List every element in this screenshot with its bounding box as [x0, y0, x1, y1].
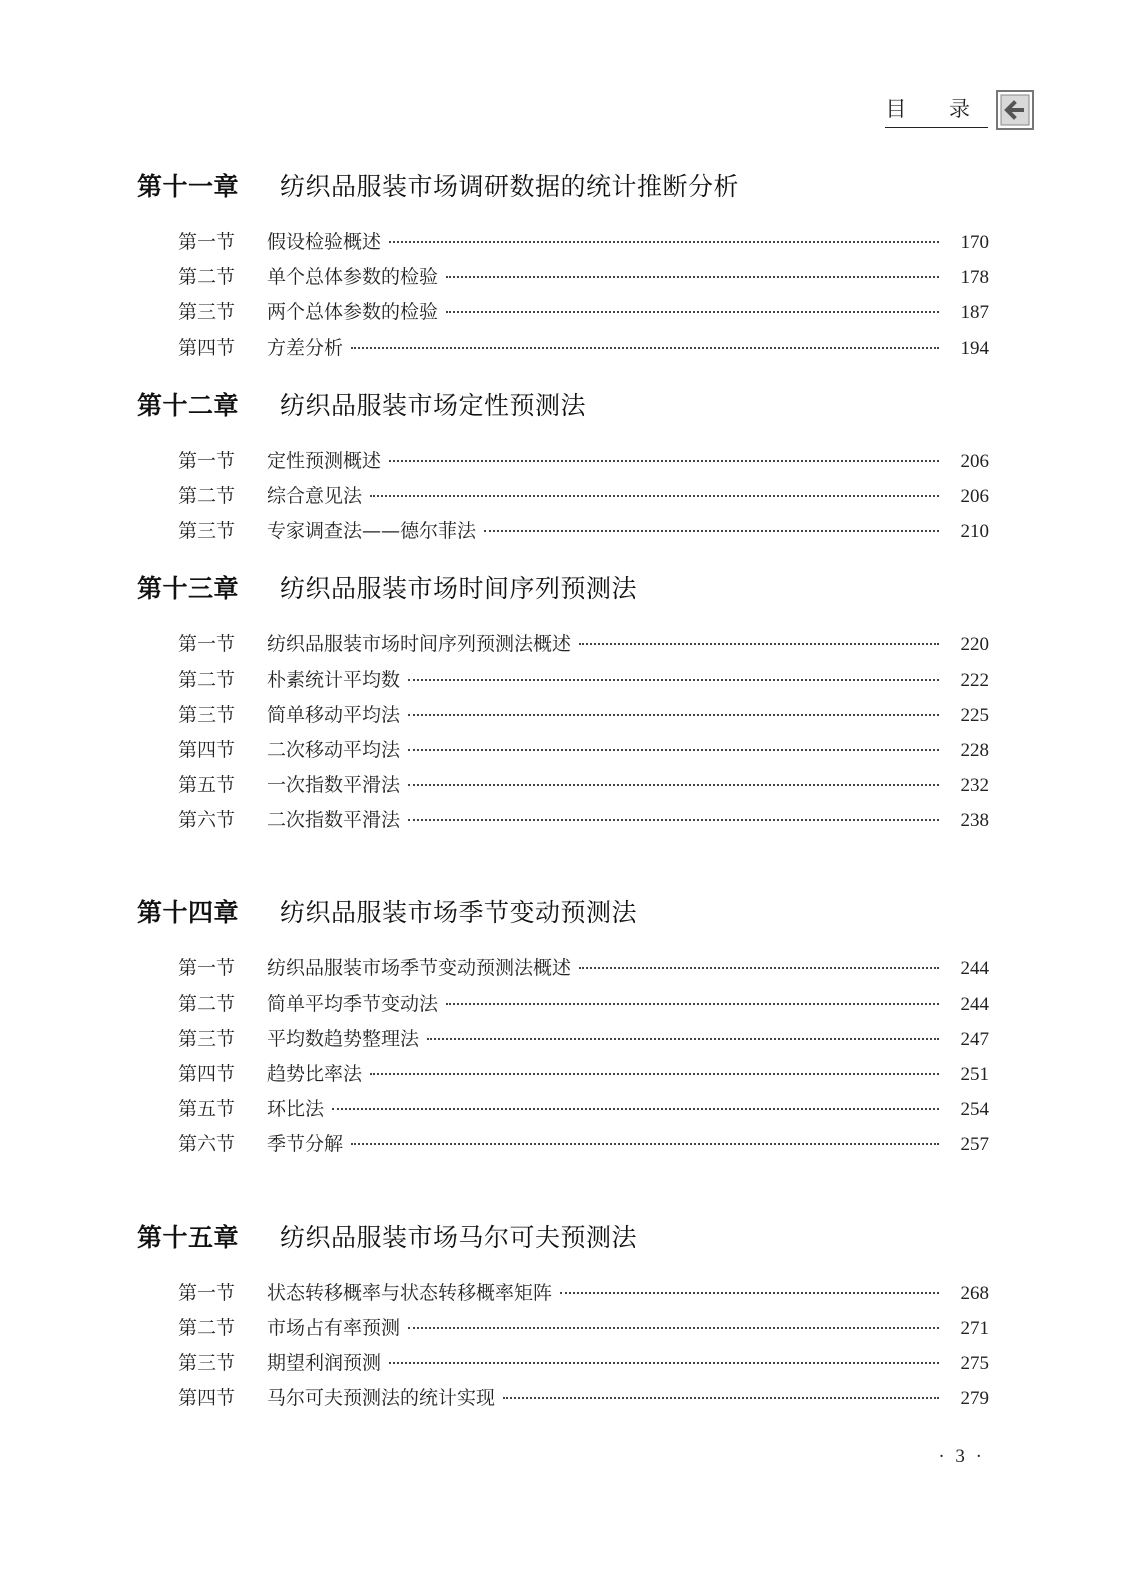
chapter-heading[interactable] — [137, 165, 989, 213]
chapter-number: 第十五章 — [137, 1222, 240, 1252]
section-number: 第二节 — [178, 992, 236, 1015]
section-number: 第四节 — [178, 336, 236, 359]
dot-leader — [332, 1108, 939, 1110]
toc-entry[interactable] — [178, 446, 989, 481]
section-title: 一次指数平滑法 — [267, 774, 401, 797]
chapter-heading[interactable] — [137, 384, 989, 432]
section-number: 第三节 — [178, 301, 236, 324]
chapter-title: 纺织品服装市场马尔可夫预测法 — [280, 1222, 638, 1252]
dot-leader — [446, 276, 939, 278]
dot-leader — [579, 643, 939, 645]
toc-entry[interactable] — [178, 1059, 989, 1094]
page-number: · 3 · — [938, 1446, 985, 1467]
toc-entry[interactable] — [178, 1024, 989, 1059]
section-title: 纺织品服装市场季节变动预测法概述 — [267, 957, 572, 980]
chapter-heading[interactable] — [137, 1216, 989, 1264]
dot-leader — [351, 1143, 939, 1145]
toc-entry[interactable] — [178, 1278, 989, 1313]
dot-leader — [560, 1292, 939, 1294]
dot-leader — [446, 1003, 939, 1005]
section-number: 第二节 — [178, 266, 236, 289]
section-number: 第六节 — [178, 809, 236, 832]
running-header — [885, 88, 1034, 132]
chapter-title: 纺织品服装市场时间序列预测法 — [280, 574, 638, 604]
page-ref: 220 — [960, 634, 989, 656]
toc-entry[interactable] — [178, 805, 989, 840]
page-ref: 225 — [960, 704, 989, 726]
section-title: 二次移动平均法 — [267, 738, 401, 761]
book-arrow-icon — [996, 90, 1034, 130]
section-title: 简单平均季节变动法 — [267, 992, 439, 1015]
section-title: 期望利润预测 — [267, 1351, 382, 1374]
page-ref: 232 — [960, 775, 989, 797]
section-number: 第四节 — [178, 738, 236, 761]
chapter-12 — [137, 384, 989, 552]
chapter-number: 第十二章 — [137, 390, 240, 420]
section-title: 趋势比率法 — [267, 1063, 363, 1085]
chapter-11 — [137, 165, 989, 368]
header-label: 目 录 — [885, 93, 988, 128]
dot-leader — [351, 347, 939, 349]
toc-entry[interactable] — [178, 262, 989, 297]
toc-entry[interactable] — [178, 516, 989, 551]
page-ref: 279 — [960, 1388, 989, 1410]
page-ref: 210 — [960, 521, 989, 543]
page-ref: 187 — [960, 302, 989, 324]
page-ref: 275 — [960, 1352, 989, 1374]
dot-leader — [389, 241, 939, 243]
section-list — [137, 629, 989, 840]
section-title: 方差分析 — [267, 336, 344, 359]
page-ref: 206 — [960, 485, 989, 507]
dot-leader — [389, 1362, 939, 1364]
dot-leader — [408, 819, 939, 821]
chapter-15 — [137, 1216, 989, 1419]
section-title: 单个总体参数的检验 — [267, 266, 439, 289]
section-number: 第一节 — [178, 957, 236, 980]
section-list — [137, 446, 989, 552]
toc-entry[interactable] — [178, 735, 989, 770]
section-number: 第三节 — [178, 703, 236, 726]
section-number: 第四节 — [178, 1387, 236, 1410]
chapter-number: 第十四章 — [137, 898, 240, 928]
section-title: 定性预测概述 — [267, 449, 382, 472]
section-title: 假设检验概述 — [267, 231, 382, 253]
section-title: 综合意见法 — [267, 484, 363, 507]
section-number: 第三节 — [178, 1351, 236, 1374]
section-number: 第一节 — [178, 1281, 236, 1304]
section-title: 马尔可夫预测法的统计实现 — [267, 1387, 496, 1410]
chapter-13 — [137, 567, 989, 840]
section-title: 季节分解 — [267, 1133, 344, 1156]
section-number: 第一节 — [178, 633, 236, 656]
section-number: 第五节 — [178, 1098, 236, 1121]
section-number: 第一节 — [178, 231, 236, 253]
dot-leader — [370, 495, 939, 497]
section-list — [137, 227, 989, 368]
toc-entry[interactable] — [178, 953, 989, 988]
dot-leader — [427, 1038, 939, 1040]
dot-leader — [408, 749, 939, 751]
dot-leader — [446, 311, 939, 313]
toc-entry[interactable] — [178, 1383, 989, 1418]
section-title: 二次指数平滑法 — [267, 809, 401, 832]
chapter-title: 纺织品服装市场调研数据的统计推断分析 — [280, 172, 740, 201]
section-title: 环比法 — [267, 1098, 325, 1121]
toc-entry[interactable] — [178, 481, 989, 516]
section-title: 平均数趋势整理法 — [267, 1027, 420, 1050]
section-number: 第四节 — [178, 1063, 236, 1085]
dot-leader — [484, 530, 939, 532]
section-list — [137, 953, 989, 1164]
section-number: 第二节 — [178, 668, 236, 691]
section-title: 状态转移概率与状态转移概率矩阵 — [267, 1281, 553, 1304]
section-title: 纺织品服装市场时间序列预测法概述 — [267, 633, 572, 656]
toc-entry[interactable] — [178, 1313, 989, 1348]
page-ref: 222 — [960, 669, 989, 691]
toc-entry[interactable] — [178, 1348, 989, 1383]
section-title: 朴素统计平均数 — [267, 668, 401, 691]
table-of-contents — [137, 165, 989, 1418]
section-number: 第二节 — [178, 484, 236, 507]
dot-leader — [370, 1073, 939, 1075]
page-ref: 178 — [960, 267, 989, 289]
chapter-number: 第十三章 — [137, 574, 240, 604]
chapter-number: 第十一章 — [137, 172, 240, 201]
dot-leader — [389, 460, 939, 462]
page-ref: 268 — [960, 1282, 989, 1304]
page-ref: 170 — [960, 232, 989, 253]
toc-entry[interactable] — [178, 989, 989, 1024]
section-number: 第二节 — [178, 1316, 236, 1339]
toc-entry[interactable] — [178, 333, 989, 368]
dot-leader — [408, 1327, 939, 1329]
chapter-14 — [137, 891, 989, 1164]
toc-entry[interactable] — [178, 227, 989, 262]
dot-leader — [503, 1397, 939, 1399]
chapter-heading[interactable] — [137, 567, 989, 615]
page-ref: 238 — [960, 810, 989, 832]
page-ref: 271 — [960, 1317, 989, 1339]
toc-entry[interactable] — [178, 1094, 989, 1129]
page-ref: 254 — [960, 1099, 989, 1121]
section-number: 第六节 — [178, 1133, 236, 1156]
toc-entry[interactable] — [178, 629, 989, 664]
section-list — [137, 1278, 989, 1419]
toc-entry[interactable] — [178, 665, 989, 700]
chapter-title: 纺织品服装市场季节变动预测法 — [280, 898, 638, 928]
dot-leader — [579, 967, 939, 969]
section-number: 第五节 — [178, 774, 236, 797]
page-ref: 247 — [960, 1028, 989, 1050]
section-number: 第三节 — [178, 1027, 236, 1050]
page-ref: 244 — [960, 993, 989, 1015]
section-title: 简单移动平均法 — [267, 703, 401, 726]
page-ref: 206 — [960, 450, 989, 472]
section-title: 两个总体参数的检验 — [267, 301, 439, 324]
page-ref: 244 — [960, 958, 989, 980]
chapter-heading[interactable] — [137, 891, 989, 939]
section-title: 市场占有率预测 — [267, 1316, 401, 1339]
chapter-title: 纺织品服装市场定性预测法 — [280, 390, 587, 420]
dot-leader — [408, 679, 939, 681]
toc-entry[interactable] — [178, 770, 989, 805]
section-title: 专家调查法——德尔菲法 — [267, 520, 477, 543]
page-ref: 257 — [960, 1134, 989, 1156]
toc-entry[interactable] — [178, 700, 989, 735]
page-ref: 194 — [960, 337, 989, 359]
toc-entry[interactable] — [178, 1129, 989, 1164]
page-ref: 228 — [960, 739, 989, 761]
section-number: 第三节 — [178, 520, 236, 543]
dot-leader — [408, 784, 939, 786]
toc-entry[interactable] — [178, 297, 989, 332]
page-ref: 251 — [960, 1064, 989, 1085]
dot-leader — [408, 714, 939, 716]
section-number: 第一节 — [178, 449, 236, 472]
